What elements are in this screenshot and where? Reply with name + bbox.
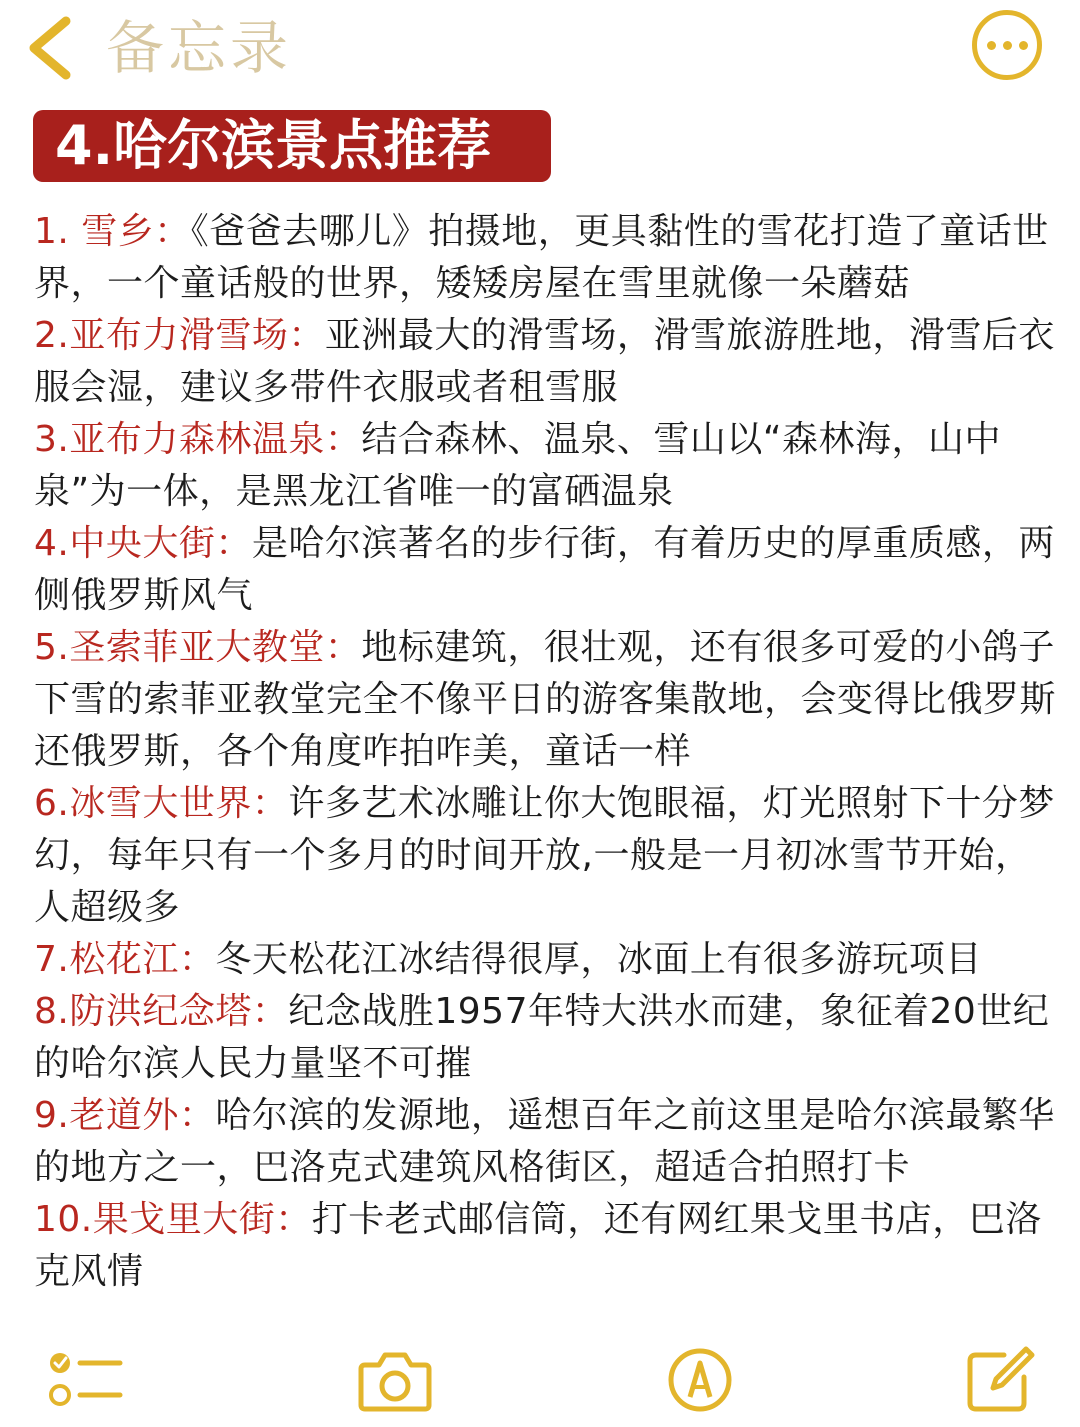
item-description: 许多艺术冰雕让你大饱眼福，灯光照射下十分梦幻，每年只有一个多月的时间开放,一般是一月初冰雪节开始，人超级多: [34, 783, 1055, 928]
item-description: 《爸爸去哪儿》拍摄地，更具黏性的雪花打造了童话世界，一个童话般的世界，矮矮房屋在雪里就像一朵蘑菇: [34, 211, 1049, 304]
list-item: [34, 1194, 1056, 1298]
item-name: 7.松花江：: [34, 939, 216, 980]
checklist-icon: [46, 1345, 124, 1415]
markup-pen-icon: [665, 1345, 735, 1415]
list-item: [34, 622, 1056, 778]
back-button[interactable]: [22, 8, 292, 88]
item-name: 8.防洪纪念塔：: [34, 991, 289, 1032]
list-item: [34, 518, 1056, 622]
back-label: 备忘录: [106, 14, 293, 82]
item-name: 3.亚布力森林温泉：: [34, 419, 362, 460]
list-item: [34, 778, 1056, 934]
item-name: 2.亚布力滑雪场：: [34, 315, 325, 356]
item-name: 9.老道外：: [34, 1095, 216, 1136]
list-item: [34, 310, 1056, 414]
attraction-list: [34, 206, 1056, 1298]
item-description: 地标建筑，很壮观，还有很多可爱的小鸽子下雪的索菲亚教堂完全不像平日的游客集散地，会变得比俄罗斯还俄罗斯，各个角度咋拍咋美，童话一样: [34, 627, 1057, 772]
navigation-bar: [0, 0, 1080, 100]
chevron-left-icon: [22, 13, 76, 83]
item-description: 哈尔滨的发源地，遥想百年之前这里是哈尔滨最繁华的地方之一，巴洛克式建筑风格街区，超适合拍照打卡: [34, 1095, 1055, 1188]
bottom-toolbar: [0, 1340, 1080, 1420]
item-description: 亚洲最大的滑雪场，滑雪旅游胜地，滑雪后衣服会湿，建议多带件衣服或者租雪服: [34, 315, 1055, 408]
list-item: [34, 934, 1056, 986]
item-description: 结合森林、温泉、雪山以“森林海，山中泉”为一体，是黑龙江省唯一的富硒温泉: [34, 419, 1002, 512]
list-item: [34, 206, 1056, 310]
item-description: 是哈尔滨著名的步行街，有着历史的厚重质感，两侧俄罗斯风气: [34, 523, 1055, 616]
item-name: 10.果戈里大街：: [34, 1199, 312, 1240]
item-description: 打卡老式邮信筒，还有网红果戈里书店，巴洛克风情: [34, 1199, 1042, 1292]
item-name: 1. 雪乡：: [34, 211, 191, 252]
item-name: 6.冰雪大世界：: [34, 783, 289, 824]
compose-icon: [964, 1345, 1036, 1415]
item-name: 4.中央大街：: [34, 523, 252, 564]
more-button[interactable]: [972, 10, 1042, 80]
more-dots-icon: [987, 41, 1028, 50]
camera-icon: [357, 1347, 433, 1413]
camera-button[interactable]: [350, 1340, 440, 1420]
list-item: [34, 414, 1056, 518]
list-item: [34, 986, 1056, 1090]
item-description: 冬天松花江冰结得很厚，冰面上有很多游玩项目: [215, 939, 982, 980]
markup-button[interactable]: [655, 1340, 745, 1420]
compose-button[interactable]: [955, 1340, 1045, 1420]
item-description: 纪念战胜1957年特大洪水而建，象征着20世纪的哈尔滨人民力量坚不可摧: [34, 991, 1050, 1084]
item-name: 5.圣索菲亚大教堂：: [34, 627, 362, 668]
list-item: [34, 1090, 1056, 1194]
checklist-button[interactable]: [40, 1340, 130, 1420]
note-title: 4.哈尔滨景点推荐: [33, 110, 551, 182]
